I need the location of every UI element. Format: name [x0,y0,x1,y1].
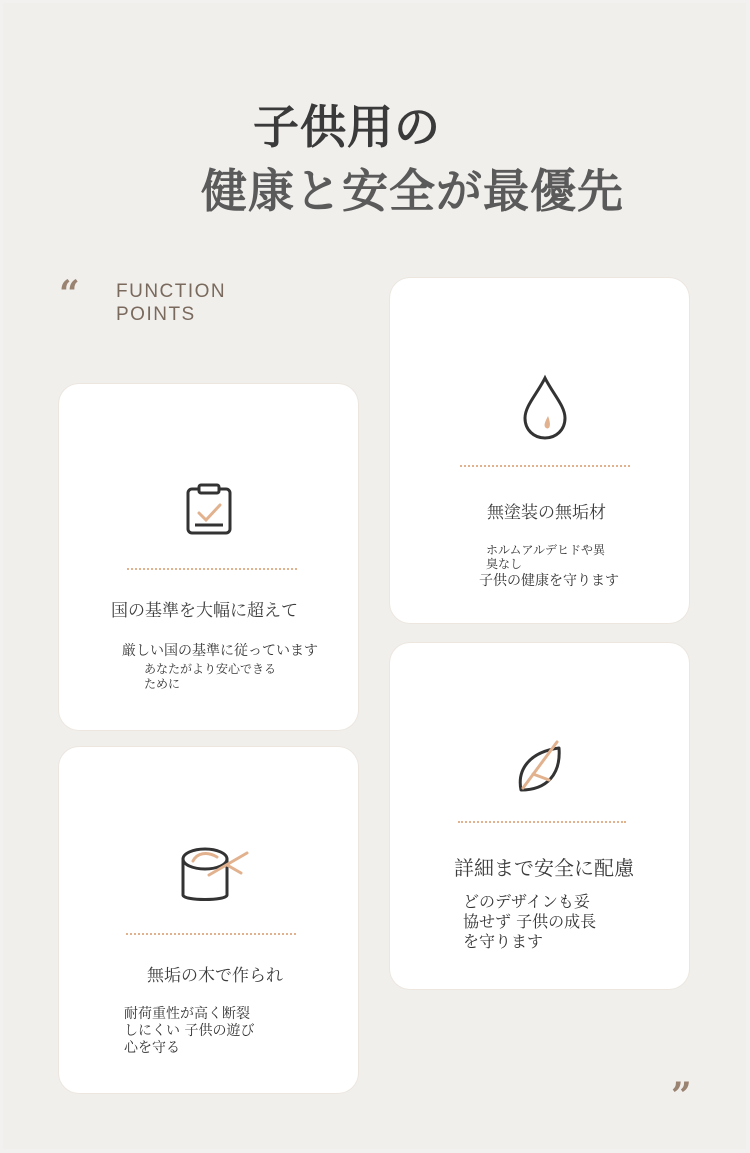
card-desc-line3: を守ります [463,932,544,951]
card-desc-line1: 厳しい国の基準に従っています [122,643,318,659]
card-desc-line3: 子供の健康を守ります [479,573,619,589]
open-quote-mark: “ [59,273,80,315]
log-icon [177,839,253,909]
card-desc-line2: 臭なし [486,557,523,571]
function-label-line1: FUNCTION [116,281,227,302]
card-title: 国の基準を大幅に超えて [111,601,298,621]
feature-card-standard [59,384,358,730]
divider-dots [127,568,297,570]
clipboard-check-icon [184,483,234,537]
card-desc-line1: 耐荷重性が高く断裂 [124,1006,250,1022]
card-desc-line2: しにくい 子供の遊び [124,1023,255,1039]
divider-dots [460,465,630,467]
card-title: 詳細まで安全に配慮 [454,856,634,880]
feature-card-wood [59,747,358,1093]
feature-card-detail [390,643,689,989]
card-desc-line1: どのデザインも妥 [463,892,590,911]
page-title-line2: 健康と安全が最優先 [201,164,624,218]
feature-card-material [390,278,689,623]
card-desc-line2: 協せず 子供の成長 [463,912,597,931]
leaf-icon [513,736,569,796]
page-title-line1: 子供用の [253,100,441,154]
card-desc-line2: あなたがより安心できる [144,662,277,676]
divider-dots [126,933,296,935]
card-title: 無塗装の無垢材 [487,503,606,523]
divider-dots [458,821,626,823]
card-title: 無垢の木で作られ [147,966,283,986]
card-desc-line3: 心を守る [124,1040,180,1056]
page-background [3,3,746,1149]
function-points-label [116,280,226,326]
card-desc-line3: ために [144,677,181,691]
close-quote-mark: ” [671,1075,692,1117]
card-desc-line1: ホルムアルデヒドや異 [486,543,606,557]
function-label-line2: POINTS [116,304,196,325]
water-drop-icon [521,374,569,442]
